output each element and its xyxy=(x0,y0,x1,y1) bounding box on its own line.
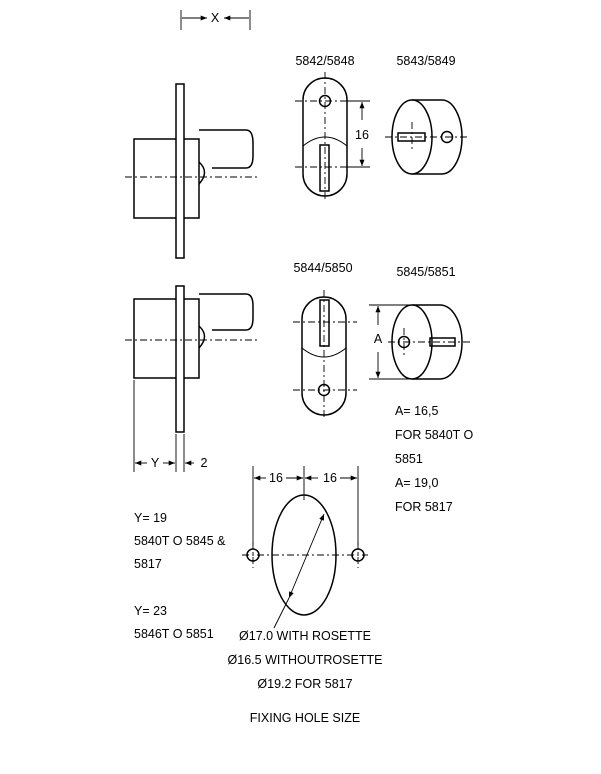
side-view-bottom xyxy=(125,286,258,432)
label-5843-5849: 5843/5849 xyxy=(396,54,456,68)
note-y-line: 5846T O 5851 xyxy=(134,627,214,641)
note-a-line: A= 19,0 xyxy=(395,476,439,490)
note-a-line: FOR 5840T O xyxy=(395,428,474,442)
hole-note-line: Ø19.2 FOR 5817 xyxy=(257,677,353,691)
notes-a xyxy=(395,404,474,514)
hole-notes xyxy=(228,629,383,691)
dimension-x-label: X xyxy=(210,11,220,25)
label-5842-5848: 5842/5848 xyxy=(295,54,355,68)
dimension-x xyxy=(181,10,250,30)
note-y-line: 5817 xyxy=(134,557,162,571)
note-y-line: Y= 19 xyxy=(134,511,168,525)
front-view-5844 xyxy=(293,290,357,420)
note-a-line: A= 16,5 xyxy=(395,404,439,418)
dimension-y-label: Y xyxy=(150,456,160,470)
dimension-16-label: 16 xyxy=(355,128,369,142)
caption-fixing-hole-size: FIXING HOLE SIZE xyxy=(249,711,361,725)
cylinder-view-5843 xyxy=(385,100,470,174)
notes-y xyxy=(134,511,226,641)
label-5845-5851: 5845/5851 xyxy=(396,265,456,279)
label-5844-5850: 5844/5850 xyxy=(293,261,353,275)
hole-note-line: Ø17.0 WITH ROSETTE xyxy=(239,629,371,643)
dimension-y xyxy=(134,380,208,472)
front-view-5842 xyxy=(295,72,370,200)
note-a-line: FOR 5817 xyxy=(395,500,453,514)
dimension-left-16-label: 16 xyxy=(269,471,283,485)
note-a-line: 5851 xyxy=(395,452,423,466)
note-y-line: 5840T O 5845 & xyxy=(134,534,226,548)
note-y-line: Y= 23 xyxy=(134,604,168,618)
fixing-hole-layout xyxy=(242,466,368,628)
side-view-top xyxy=(125,84,258,258)
dimension-a-label: A xyxy=(373,332,383,346)
dimension-right-16-label: 16 xyxy=(323,471,337,485)
dimension-2-label: 2 xyxy=(200,456,208,470)
hole-note-line: Ø16.5 WITHOUTROSETTE xyxy=(227,653,383,667)
cylinder-view-5845 xyxy=(369,305,470,379)
